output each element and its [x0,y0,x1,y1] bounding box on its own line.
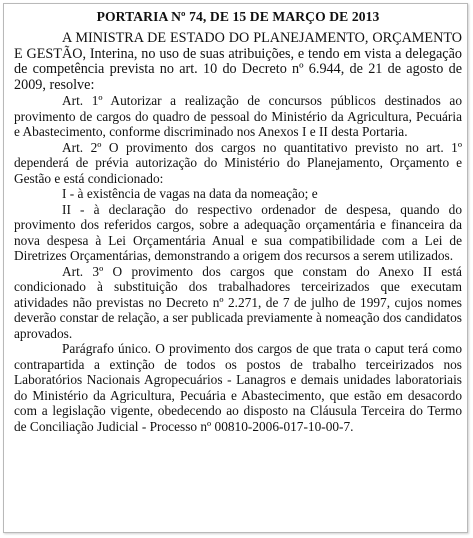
item-i-paragraph: I - à existência de vagas na data da nomeação; e [62,186,318,201]
sole-paragraph: Parágrafo único. O provimento dos cargos de que trata o caput terá como contrapartida a extinção de todos os postos de trabalho terceirizados nos Laboratórios Nacionais Agropecuários - Lanagros e demais unidades laboratoriais do Ministério da Agricultura, Pecuária e Abastecimento, que estão em desacordo com a legislação vigente, obedecendo ao disposto na Cláusula Terceira do Termo de Conciliação Judicial - Processo nº 00810-2006-017-10-00-7. [14,341,462,434]
document-frame [3,3,468,533]
article-3-paragraph: Art. 3º O provimento dos cargos que constam do Anexo II está condicionado à substituição dos trabalhadores terceirizados que executam atividades não previstas no Decreto nº 2.271, de 7 de julho de 1997, cujos nomes deverão constar de relação, a ser publicada previamente à nomeação dos candidatos aprovados. [14,263,462,341]
item-ii-paragraph: II - à declaração do respectivo ordenador de despesa, quando do provimento dos referidos cargos, sobre a adequação orçamentária e financeira da nova despesa à Lei Orçamentária Anual e sua compatibilidade com a Lei de Diretrizes Orçamentárias, demonstrando a origem dos recursos a serem utilizados. [14,201,462,263]
preamble-paragraph: A MINISTRA DE ESTADO DO PLANEJAMENTO, ORÇAMENTO E GESTÃO, Interina, no uso de suas atribuições, e tendo em vista a delegação de competência prevista no art. 10 do Decreto nº 6.944, de 21 de agosto de 2009, resolve: [14,30,462,93]
article-1-paragraph: Art. 1º Autorizar a realização de concursos públicos destinados ao provimento de cargos do quadro de pessoal do Ministério da Agricultura, Pecuária e Abastecimento, conforme discriminado nos Anexos I e II desta Portaria. [14,93,462,139]
article-2-paragraph: Art. 2º O provimento dos cargos no quantitativo previsto no art. 1º dependerá de prévia autorização do Ministério do Planejamento, Orçamento e Gestão e está condicionado: [14,139,462,186]
document-title: PORTARIA Nº 74, DE 15 DE MARÇO DE 2013 [96,9,380,24]
document-body [14,8,462,434]
